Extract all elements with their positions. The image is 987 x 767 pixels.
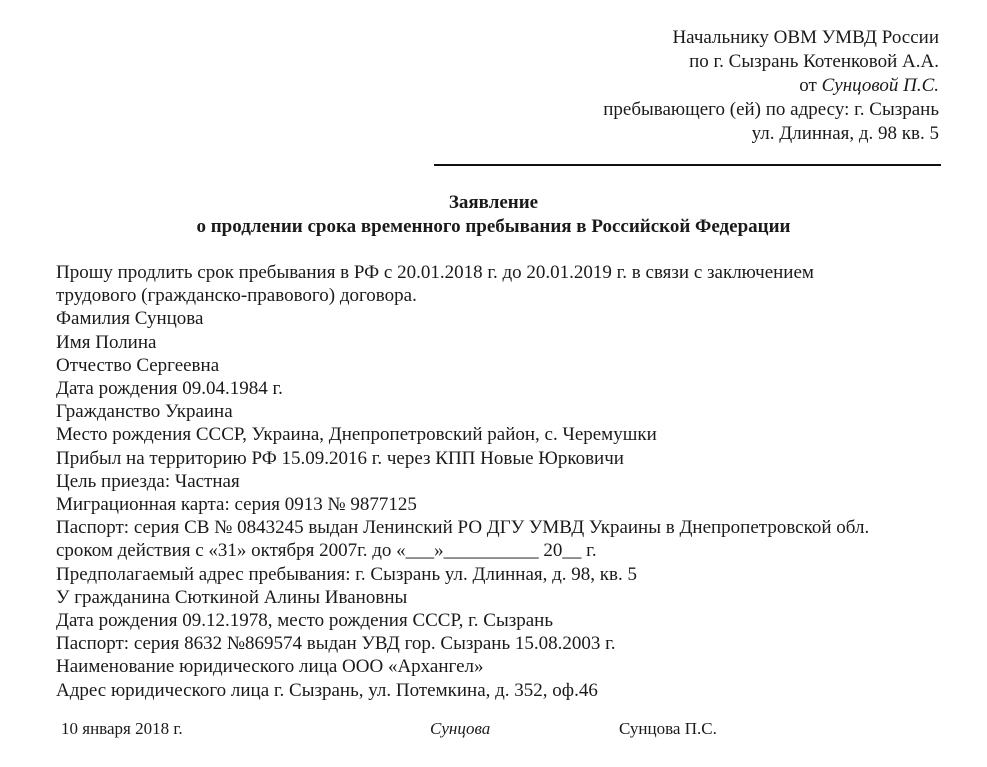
document-date: 10 января 2018 г. <box>61 719 183 738</box>
body-line: Гражданство Украина <box>56 401 233 423</box>
title-line-2: о продлении срока временного пребывания в Российской Федерации <box>196 216 791 237</box>
addressee-line-2: по г. Сызрань Котенковой А.А. <box>689 51 939 72</box>
applicant-prefix: от <box>799 75 822 96</box>
body-line: Место рождения СССР, Украина, Днепропетровский район, с. Черемушки <box>56 424 657 446</box>
body-line: Миграционная карта: серия 0913 № 9877125 <box>56 494 417 516</box>
applicant-name: Сунцовой П.С. <box>821 75 939 96</box>
body-line: сроком действия с «31» октября 2007г. до «___»__________ 20__ г. <box>56 540 597 562</box>
document-title <box>0 191 987 239</box>
body-line: Цель приезда: Частная <box>56 470 240 492</box>
body-line: Наименование юридического лица ООО «Архангел» <box>56 656 484 678</box>
body-line: Предполагаемый адрес пребывания: г. Сызрань ул. Длинная, д. 98, кв. 5 <box>56 563 637 585</box>
addressee-block <box>603 26 939 146</box>
body-line: Дата рождения 09.04.1984 г. <box>56 378 283 400</box>
application-body <box>56 261 956 702</box>
body-line: Адрес юридического лица г. Сызрань, ул. Потемкина, д. 352, оф.46 <box>56 679 598 701</box>
body-line: У гражданина Сюткиной Алины Ивановны <box>56 586 408 608</box>
body-line: Прибыл на территорию РФ 15.09.2016 г. через КПП Новые Юрковичи <box>56 447 624 469</box>
body-line: Паспорт: серия СВ № 0843245 выдан Ленинский РО ДГУ УМВД Украины в Днепропетровской обл. <box>56 517 870 539</box>
body-line: Фамилия Сунцова <box>56 308 204 330</box>
addressee-line-1: Начальнику ОВМ УМВД России <box>672 27 939 48</box>
signature: Сунцова <box>430 719 491 738</box>
body-line: Дата рождения 09.12.1978, место рождения СССР, г. Сызрань <box>56 610 554 632</box>
body-line: Паспорт: серия 8632 №869574 выдан УВД гор. Сызрань 15.08.2003 г. <box>56 633 616 655</box>
body-line: Отчество Сергеевна <box>56 354 220 376</box>
address-line-2: ул. Длинная, д. 98 кв. 5 <box>751 123 939 144</box>
address-line-1: пребывающего (ей) по адресу: г. Сызрань <box>603 99 939 120</box>
body-line: трудового (гражданско-правового) договора. <box>56 285 417 307</box>
title-line-1: Заявление <box>448 192 539 213</box>
applicant-line <box>603 74 939 98</box>
body-line: Имя Полина <box>56 331 157 353</box>
signer-name: Сунцова П.С. <box>619 719 717 738</box>
body-line: Прошу продлить срок пребывания в РФ с 20.01.2018 г. до 20.01.2019 г. в связи с заключением <box>56 262 814 283</box>
header-divider <box>434 164 941 166</box>
